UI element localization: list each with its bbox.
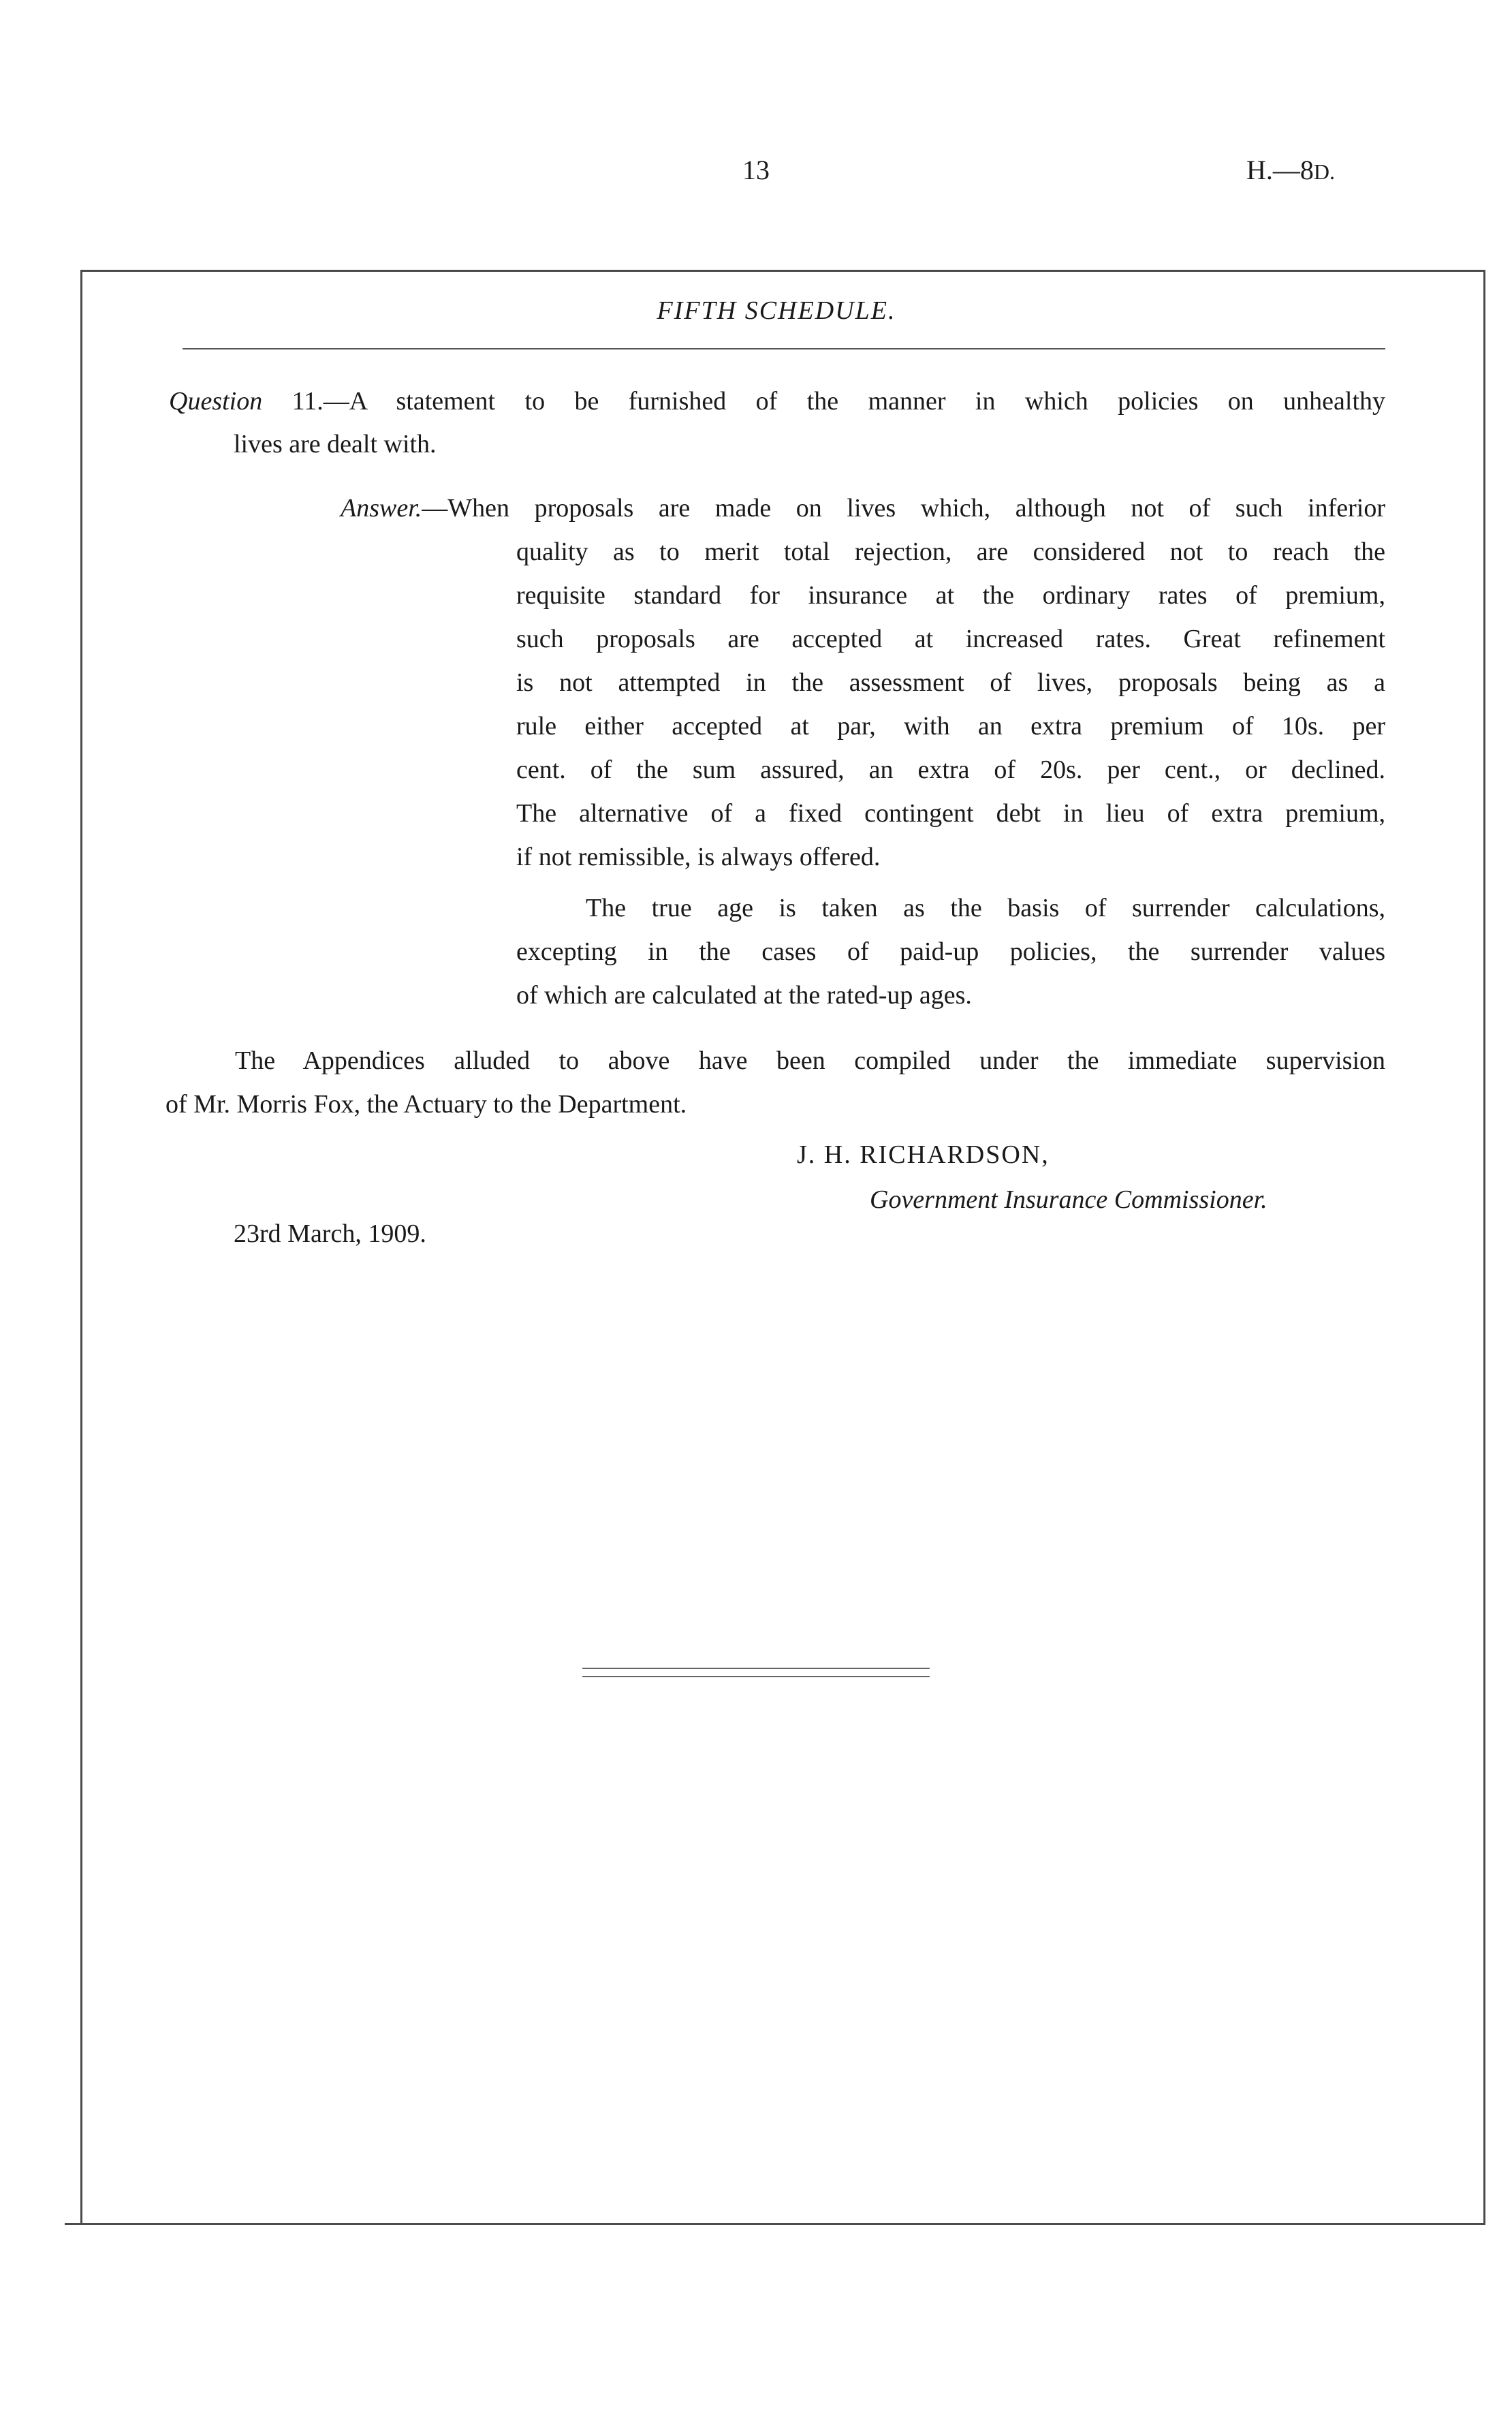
- answer-line-3: requisite standard for insurance at the ordinary rates of premium,: [516, 581, 1385, 610]
- end-rule-upper: [582, 1668, 930, 1669]
- frame-top-rule: [80, 270, 1485, 272]
- end-rule-lower: [582, 1676, 930, 1677]
- frame-left-rule: [80, 270, 82, 2225]
- answer-line-9: if not remissible, is always offered.: [516, 843, 881, 871]
- frame-bottom-rule: [65, 2223, 1485, 2225]
- answer-line-1: [341, 495, 1385, 521]
- schedule-title: FIFTH SCHEDULE.: [657, 296, 896, 325]
- paper-reference: [1246, 154, 1335, 186]
- answer-para2-line-2: excepting in the cases of paid-up policies, the surrender values: [516, 937, 1385, 966]
- signatory-title: Government Insurance Commissioner.: [870, 1185, 1267, 1214]
- page-number: 13: [742, 155, 770, 185]
- question-line-1: [169, 388, 1385, 414]
- paper-reference-suffix: D.: [1313, 159, 1335, 184]
- answer-line-7: cent. of the sum assured, an extra of 20s. per cent., or declined.: [516, 756, 1385, 784]
- answer-line-4: such proposals are accepted at increased rates. Great refinement: [516, 625, 1385, 653]
- answer-label: Answer.: [341, 494, 422, 523]
- question-line-2: lives are dealt with.: [234, 430, 437, 458]
- paper-reference-prefix: H.—8: [1246, 155, 1314, 185]
- answer-para2-line-1: The true age is taken as the basis of surrender calculations,: [586, 894, 1385, 922]
- answer-line-5: is not attempted in the assessment of lives, proposals being as a: [516, 668, 1385, 697]
- frame-right-rule: [1483, 270, 1485, 2225]
- answer-line-1-text: —When proposals are made on lives which, although not of such inferior: [422, 494, 1385, 523]
- answer-para2-line-3: of which are calculated at the rated-up ages.: [516, 981, 972, 1010]
- closing-line-2: of Mr. Morris Fox, the Actuary to the Department.: [166, 1090, 687, 1119]
- question-label: Question: [169, 387, 263, 416]
- answer-line-8: The alternative of a fixed contingent debt in lieu of extra premium,: [516, 799, 1385, 828]
- answer-line-6: rule either accepted at par, with an extra premium of 10s. per: [516, 712, 1385, 741]
- title-divider: [183, 348, 1385, 349]
- document-date: 23rd March, 1909.: [234, 1219, 426, 1248]
- question-text: 11.—A statement to be furnished of the manner in which policies on unhealthy: [292, 387, 1386, 416]
- answer-line-2: quality as to merit total rejection, are considered not to reach the: [516, 538, 1385, 566]
- closing-line-1: The Appendices alluded to above have been compiled under the immediate supervision: [235, 1046, 1385, 1075]
- signatory-name: J. H. RICHARDSON,: [797, 1140, 1050, 1169]
